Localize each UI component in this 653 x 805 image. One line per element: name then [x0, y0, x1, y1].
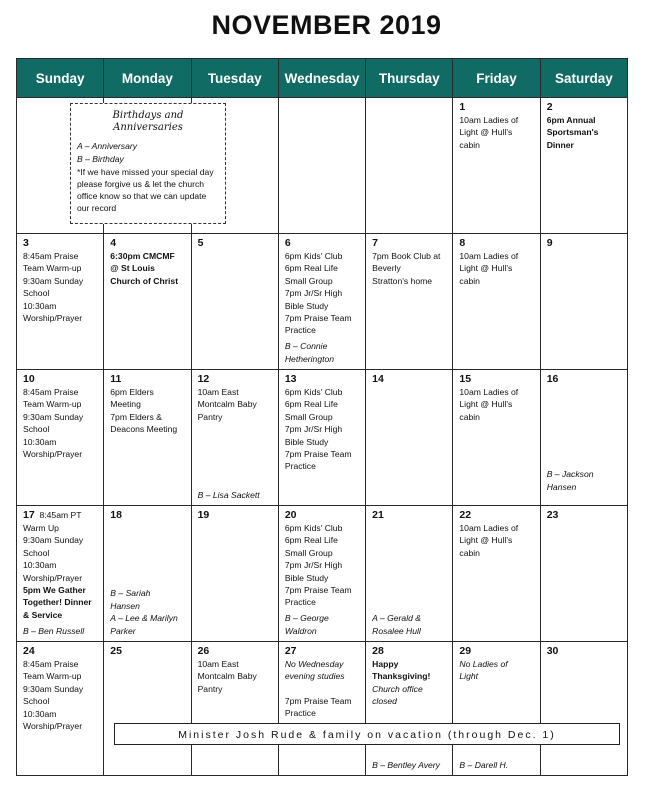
day-events: 10am Ladies of Light @ Hull's cabin: [459, 251, 519, 286]
day-events: 10am Ladies of Light @ Hull's cabin: [459, 387, 519, 422]
day-note: No Ladies of Light: [459, 659, 508, 682]
day-number: 16: [546, 373, 559, 385]
day-note: Church office closed: [372, 683, 423, 707]
weekday-sunday: Sunday: [17, 59, 104, 98]
day-cell: [540, 370, 627, 506]
day-number: 12: [197, 373, 210, 385]
legend-note: *If we have missed your special day please forgive us & let the church office know so that we can update our record: [77, 166, 214, 214]
day-cell: [366, 506, 453, 642]
day-events: Warm Up 9:30am Sunday School 10:30am Worship/Prayer: [23, 523, 84, 583]
day-events: 7pm Praise Team Practice: [284, 695, 352, 719]
day-events: 10am East Montcalm Baby Pantry: [197, 387, 257, 422]
day-number: 2: [546, 101, 553, 113]
weekday-wednesday: Wednesday: [278, 59, 365, 98]
day-cell: [191, 370, 278, 506]
day-cell: [17, 642, 104, 776]
day-number: 8: [459, 237, 466, 249]
day-number: 6: [284, 237, 291, 249]
birthday-note: B – Jackson Hansen: [546, 469, 594, 492]
birthdays-legend-box: [70, 103, 226, 224]
day-number: 11: [110, 373, 122, 385]
vacation-banner: Minister Josh Rude & family on vacation (through Dec. 1): [114, 723, 620, 745]
day-cell: [453, 234, 540, 370]
weekday-monday: Monday: [104, 59, 191, 98]
day-events: 10am Ladies of Light @ Hull's cabin: [459, 523, 519, 558]
day-cell: [540, 98, 627, 234]
birthday-note: B – Connie Hetherington: [284, 341, 335, 364]
day-cell: [453, 370, 540, 506]
day-cell: [104, 234, 191, 370]
day-cell: [366, 370, 453, 506]
birthday-note: B – Sariah Hansen A – Lee & Marilyn Parker: [110, 588, 178, 636]
day-cell: [453, 98, 540, 234]
day-number: 5: [197, 237, 204, 249]
anniversary-note: A – Gerald & Rosalee Hull: [372, 613, 422, 636]
day-cell: [17, 234, 104, 370]
birthday-note: B – George Waldron: [284, 613, 329, 636]
day-number: 18: [110, 509, 122, 521]
weekday-saturday: Saturday: [540, 59, 627, 98]
day-number: 13: [284, 373, 297, 385]
day-number: 7: [372, 237, 378, 249]
week-row: [17, 370, 628, 506]
day-number: 20: [284, 509, 297, 521]
day-events: 6pm Elders Meeting 7pm Elders & Deacons Meeting: [110, 387, 178, 435]
day-number: 28: [372, 645, 384, 657]
day-cell: [453, 642, 540, 776]
day-events: 6pm Kids' Club 6pm Real Life Small Group 7pm Jr/Sr High Bible Study 7pm Praise Team Practice: [284, 387, 352, 472]
empty-day-cell: [366, 98, 453, 234]
weekday-header-row: [17, 59, 628, 98]
weekday-thursday: Thursday: [366, 59, 453, 98]
day-cell: [278, 506, 365, 642]
day-number: 22: [459, 509, 472, 521]
day-cell: [278, 642, 365, 776]
day-cell: [17, 506, 104, 642]
legend-anniversary: A – Anniversary: [77, 141, 138, 152]
day-event-first: 8:45am PT: [39, 510, 82, 520]
weekday-friday: Friday: [453, 59, 540, 98]
birthday-note: B – Ben Russell: [23, 625, 85, 636]
birthday-note: B – Bentley Avery: [372, 759, 440, 770]
day-events: 7pm Book Club at Beverly Stratton's home: [372, 251, 441, 286]
day-cell: [191, 506, 278, 642]
day-number: 19: [197, 509, 210, 521]
day-cell: [278, 370, 365, 506]
weekday-tuesday: Tuesday: [191, 59, 278, 98]
day-events: 10am Ladies of Light @ Hull's cabin: [459, 115, 519, 150]
day-cell: [540, 642, 627, 776]
day-number: 23: [546, 509, 559, 521]
day-cell: [453, 506, 540, 642]
day-events: 6pm Kids' Club 6pm Real Life Small Group 7pm Jr/Sr High Bible Study 7pm Praise Team Practice: [284, 523, 352, 608]
day-number: 15: [459, 373, 472, 385]
day-events: 8:45am Praise Team Warm-up 9:30am Sunday School 10:30am Worship/Prayer: [23, 659, 84, 732]
day-events: 6:30pm CMCMF @ St Louis Church of Christ: [110, 251, 179, 286]
day-note: No Wednesday evening studies: [284, 659, 345, 682]
legend-title: Birthdays and Anniversaries: [112, 110, 184, 134]
day-number: 26: [197, 645, 210, 657]
day-number: 30: [546, 645, 559, 657]
page-title: NOVEMBER 2019: [211, 10, 442, 40]
day-number: 24: [23, 645, 35, 657]
day-number: 25: [110, 645, 122, 657]
legend-birthday: B – Birthday: [77, 153, 124, 164]
day-event-highlight: 5pm We Gather Together! Dinner & Service: [23, 585, 92, 620]
birthday-note: B – Lisa Sackett: [197, 489, 260, 500]
day-cell: [540, 506, 627, 642]
day-number: 29: [459, 645, 472, 657]
day-events: 6pm Kids' Club 6pm Real Life Small Group 7pm Jr/Sr High Bible Study 7pm Praise Team Practice: [284, 251, 352, 336]
day-cell: [366, 234, 453, 370]
week-row: [17, 506, 628, 642]
week-row: [17, 234, 628, 370]
day-cell: [104, 506, 191, 642]
birthday-note: B – Darell H.: [459, 759, 509, 770]
week-row: [17, 642, 628, 776]
empty-day-cell: [278, 98, 365, 234]
day-cell: [191, 234, 278, 370]
day-cell: [17, 370, 104, 506]
day-events: 10am East Montcalm Baby Pantry: [197, 659, 257, 694]
day-events: 8:45am Praise Team Warm-up 9:30am Sunday School 10:30am Worship/Prayer: [23, 251, 84, 324]
day-cell: [104, 370, 191, 506]
day-number: 4: [110, 237, 117, 249]
day-cell: [540, 234, 627, 370]
day-cell: [104, 642, 191, 776]
day-cell: [278, 234, 365, 370]
day-number: 3: [23, 237, 29, 249]
day-number: 10: [23, 373, 35, 385]
day-cell: [366, 642, 453, 776]
day-events: 6pm Annual Sportsman's Dinner: [546, 115, 599, 150]
day-cell: [191, 642, 278, 776]
day-number: 27: [284, 645, 297, 657]
holiday-label: Happy Thanksgiving!: [372, 659, 431, 682]
day-number: 9: [546, 237, 553, 249]
day-events: 8:45am Praise Team Warm-up 9:30am Sunday School 10:30am Worship/Prayer: [23, 387, 84, 460]
day-number: 14: [372, 373, 384, 385]
day-number: 1: [459, 101, 466, 113]
day-number: 17: [23, 509, 35, 521]
day-number: 21: [372, 509, 384, 521]
